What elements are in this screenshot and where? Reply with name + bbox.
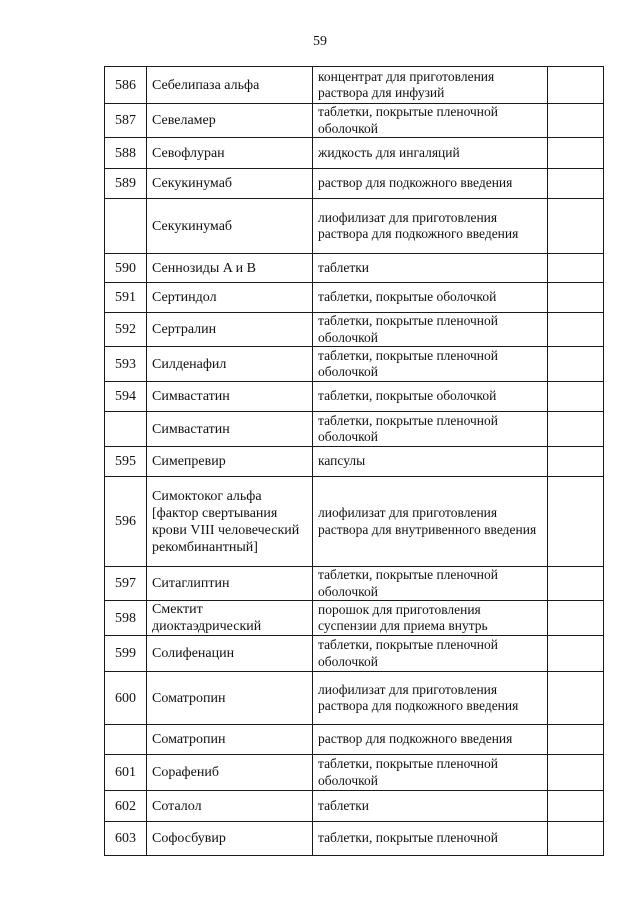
dosage-form: таблетки, покрытые пленочной оболочкой [313, 104, 548, 138]
empty-cell [548, 601, 604, 636]
empty-cell [548, 822, 604, 856]
drug-name: Смектит диоктаэдрический [147, 601, 313, 636]
drug-name: Секукинумаб [147, 169, 313, 199]
table-row [105, 822, 604, 856]
empty-cell [548, 567, 604, 601]
drug-name: Симвастатин [147, 382, 313, 412]
drug-name: Соматропин [147, 725, 313, 755]
row-number: 603 [105, 822, 147, 856]
dosage-form: таблетки, покрытые пленочной оболочкой [313, 347, 548, 382]
table-row [105, 791, 604, 822]
table-row [105, 283, 604, 313]
empty-cell [548, 169, 604, 199]
empty-cell [548, 254, 604, 283]
dosage-form: лиофилизат для приготовления раствора для подкожного введения [313, 672, 548, 725]
table-row [105, 347, 604, 382]
table-row [105, 138, 604, 169]
dosage-form: таблетки [313, 791, 548, 822]
table-row [105, 313, 604, 347]
table-row [105, 199, 604, 254]
row-number: 593 [105, 347, 147, 382]
row-number: 596 [105, 477, 147, 567]
dosage-form: таблетки [313, 254, 548, 283]
row-number: 594 [105, 382, 147, 412]
table-row [105, 636, 604, 672]
row-number: 587 [105, 104, 147, 138]
dosage-form: лиофилизат для приготовления раствора для подкожного введения [313, 199, 548, 254]
empty-cell [548, 412, 604, 447]
dosage-form: таблетки, покрытые пленочной оболочкой [313, 412, 548, 447]
dosage-form: таблетки, покрытые пленочной оболочкой [313, 567, 548, 601]
dosage-form: таблетки, покрытые пленочной оболочкой [313, 636, 548, 672]
dosage-form: раствор для подкожного введения [313, 725, 548, 755]
table-body [105, 67, 604, 856]
empty-cell [548, 725, 604, 755]
drug-name: Сертиндол [147, 283, 313, 313]
empty-cell [548, 67, 604, 104]
drug-name: Симепревир [147, 447, 313, 477]
table-row [105, 67, 604, 104]
row-number: 592 [105, 313, 147, 347]
drug-name: Севофлуран [147, 138, 313, 169]
row-number [105, 412, 147, 447]
empty-cell [548, 791, 604, 822]
empty-cell [548, 313, 604, 347]
table-row [105, 254, 604, 283]
drug-name: Симоктоког альфа [фактор свертывания крови VIII человеческий рекомбинантный] [147, 477, 313, 567]
empty-cell [548, 672, 604, 725]
empty-cell [548, 382, 604, 412]
row-number: 602 [105, 791, 147, 822]
table-row [105, 755, 604, 791]
empty-cell [548, 636, 604, 672]
empty-cell [548, 283, 604, 313]
row-number: 588 [105, 138, 147, 169]
drug-name: Секукинумаб [147, 199, 313, 254]
table-row [105, 104, 604, 138]
dosage-form: раствор для подкожного введения [313, 169, 548, 199]
row-number: 586 [105, 67, 147, 104]
empty-cell [548, 104, 604, 138]
dosage-form: таблетки, покрытые пленочной оболочкой [313, 313, 548, 347]
drug-name: Ситаглиптин [147, 567, 313, 601]
empty-cell [548, 138, 604, 169]
table-row [105, 672, 604, 725]
drug-name: Софосбувир [147, 822, 313, 856]
row-number: 601 [105, 755, 147, 791]
dosage-form: капсулы [313, 447, 548, 477]
table-row [105, 382, 604, 412]
row-number [105, 725, 147, 755]
empty-cell [548, 199, 604, 254]
empty-cell [548, 755, 604, 791]
row-number [105, 199, 147, 254]
table-row [105, 601, 604, 636]
row-number: 600 [105, 672, 147, 725]
table-row [105, 567, 604, 601]
drug-name: Севеламер [147, 104, 313, 138]
dosage-form: порошок для приготовления суспензии для приема внутрь [313, 601, 548, 636]
drug-name: Сорафениб [147, 755, 313, 791]
row-number: 589 [105, 169, 147, 199]
drug-name: Себелипаза альфа [147, 67, 313, 104]
page-number: 59 [313, 34, 327, 49]
drug-name: Соталол [147, 791, 313, 822]
drug-table [104, 66, 604, 856]
row-number: 599 [105, 636, 147, 672]
dosage-form: таблетки, покрытые пленочной оболочкой [313, 755, 548, 791]
row-number: 591 [105, 283, 147, 313]
drug-name: Сертралин [147, 313, 313, 347]
row-number: 598 [105, 601, 147, 636]
dosage-form: таблетки, покрытые оболочкой [313, 283, 548, 313]
table-row [105, 169, 604, 199]
table-row [105, 725, 604, 755]
row-number: 597 [105, 567, 147, 601]
dosage-form: таблетки, покрытые пленочной [313, 822, 548, 856]
drug-name: Солифенацин [147, 636, 313, 672]
empty-cell [548, 477, 604, 567]
dosage-form: таблетки, покрытые оболочкой [313, 382, 548, 412]
drug-name: Соматропин [147, 672, 313, 725]
empty-cell [548, 447, 604, 477]
dosage-form: жидкость для ингаляций [313, 138, 548, 169]
empty-cell [548, 347, 604, 382]
dosage-form: лиофилизат для приготовления раствора для внутривенного введения [313, 477, 548, 567]
row-number: 590 [105, 254, 147, 283]
table-row [105, 477, 604, 567]
table-row [105, 412, 604, 447]
drug-name: Сеннозиды A и B [147, 254, 313, 283]
drug-name: Симвастатин [147, 412, 313, 447]
dosage-form: концентрат для приготовления раствора для инфузий [313, 67, 548, 104]
drug-name: Силденафил [147, 347, 313, 382]
table-row [105, 447, 604, 477]
row-number: 595 [105, 447, 147, 477]
